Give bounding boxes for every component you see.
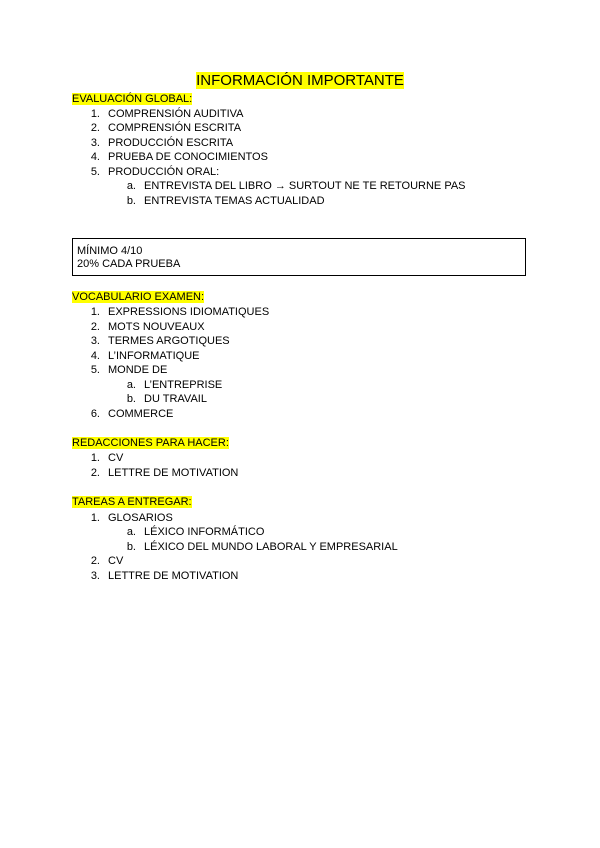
page-title-text: INFORMACIÓN IMPORTANTE xyxy=(196,72,404,89)
minimum-score-box xyxy=(72,238,526,276)
box-line-percentage: 20% CADA PRUEBA xyxy=(77,258,181,270)
document-page: INFORMACIÓN IMPORTANTE EVALUACIÓN GLOBAL: 1. COMPRENSIÓN AUDITIVA 2. COMPRENSIÓN ESCRITA 3. PRODUCCIÓN ESCRITA 4. PRUEBA DE CONOCIMIENTOS 5. PRODUCCIÓN ORAL: a. ENTREVISTA DEL LIBRO → SURTOUT NE TE RETOURNE PAS b. ENTREVISTA TEMAS ACTUALIDAD MÍNIMO 4/10 20% CADA PRUEBA VOCABULARIO EXAMEN: 1. EXPRESSIONS IDIOMATIQUES 2. MOTS NOUVEAUX 3. TERMES ARGOTIQUES 4. L’INFORMATIQUE 5. MONDE DE a. L’ENTREPRISE b. DU TRAVAIL 6. COMMERCE REDACCIONES PARA HACER: 1. CV 2. LETTRE DE MOTIVATION TAREAS A ENTREGAR: 1. GLOSARIOS a. LÉXICO INFORMÁTICO b. LÉXICO DEL MUNDO LABORAL Y EMPRESARIAL 2. CV 3. LETTRE DE MOTIVATION xyxy=(0,0,600,848)
box-line-minimum: MÍNIMO 4/10 xyxy=(77,245,143,257)
section-heading-redacciones: REDACCIONES PARA HACER: xyxy=(72,437,229,449)
section-heading-tareas: TAREAS A ENTREGAR: xyxy=(72,496,192,508)
page-title xyxy=(0,72,600,90)
section-heading-vocabulario: VOCABULARIO EXAMEN: xyxy=(72,291,205,303)
section-heading-evaluacion: EVALUACIÓN GLOBAL: xyxy=(72,93,193,105)
